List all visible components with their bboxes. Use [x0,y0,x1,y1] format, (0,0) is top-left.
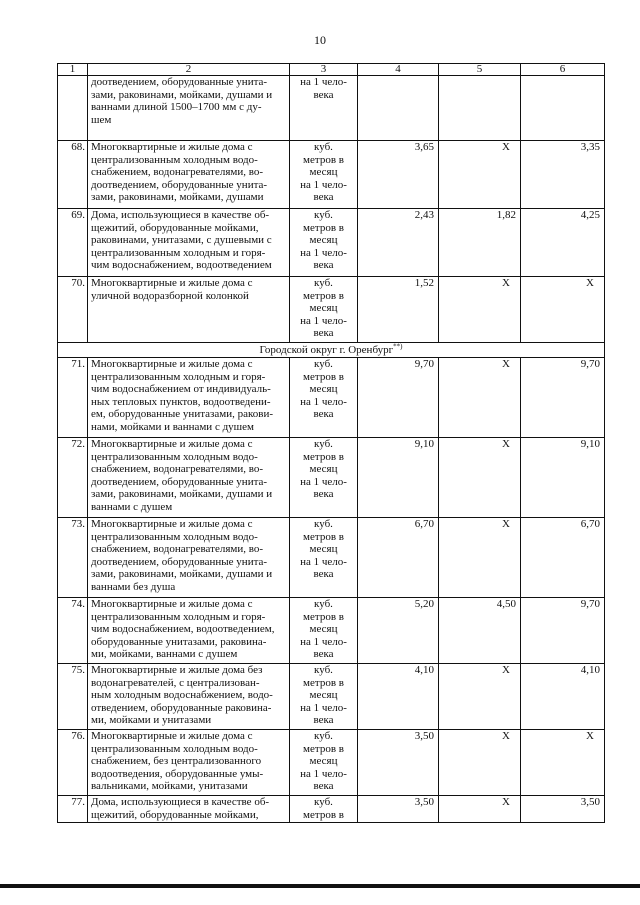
value-col4 [358,76,439,141]
table-row [58,438,605,518]
row-number [58,76,88,141]
row-unit: куб. метров в месяц на 1 чело- века [290,209,358,277]
value-col6: 4,25 [521,209,605,277]
row-description: Многоквартирные и жилые дома с централизованным холодным водо- снабжением, водонагревателями, во- доотведением, оборудованные унита- зами, раковинами, мойками, душами [88,141,290,209]
row-unit: куб. метров в месяц на 1 чело- века [290,664,358,730]
row-description: доотведением, оборудованные унита- зами, раковинами, мойками, душами и ваннами длиной 1500–1700 мм с ду- шем [88,76,290,141]
table-row [58,518,605,598]
row-description: Многоквартирные и жилые дома с централизованным холодным водо- снабжением, без централизованного водоотведения, оборудованные умы- вальниками, мойками, унитазами [88,730,290,796]
row-unit: куб. метров в месяц на 1 чело- века [290,730,358,796]
table-row [58,76,605,141]
row-number: 73. [58,518,88,598]
section-heading [58,343,605,358]
row-description: Многоквартирные и жилые дома с централизованным холодным и горя- чим водоснабжением от индивидуаль- ных тепловых пунктов, водоотведени- ем, оборудованные унитазами, ракови- нами, мойками и ваннами с душем [88,358,290,438]
row-number: 68. [58,141,88,209]
header-cell: 6 [521,64,605,76]
value-col4: 3,50 [358,730,439,796]
row-number: 72. [58,438,88,518]
row-unit: куб. метров в месяц на 1 чело- века [290,598,358,664]
row-description: Многоквартирные и жилые дома с централизованным холодным водо- снабжением, водонагревателями, во- доотведением, оборудованные унита- зами, раковинами, мойками, душами и ваннами без душа [88,518,290,598]
value-col5: X [439,664,521,730]
value-col5: 1,82 [439,209,521,277]
row-unit: куб. метров в месяц на 1 чело- века [290,358,358,438]
value-col4: 9,10 [358,438,439,518]
row-description: Многоквартирные и жилые дома с централизованным холодным и горя- чим водоснабжением, водоотведением, оборудованные унитазами, раковина- ми, мойками, ваннами с душем [88,598,290,664]
page-number: 10 [314,33,326,47]
value-col6: 6,70 [521,518,605,598]
value-col6: 9,10 [521,438,605,518]
header-cell: 1 [58,64,88,76]
footnote-marker: **) [393,342,403,351]
value-col5: X [439,358,521,438]
value-col6: X [521,277,605,343]
value-col5: X [439,730,521,796]
section-title: Городской округ г. Оренбург [259,344,394,356]
value-col6 [521,76,605,141]
table-row [58,209,605,277]
row-unit: куб. метров в месяц на 1 чело- века [290,141,358,209]
value-col6: 9,70 [521,358,605,438]
row-description: Дома, использующиеся в качестве об- щежитий, оборудованные мойками, [88,796,290,823]
header-row [58,64,605,76]
value-col5 [439,76,521,141]
value-col5: X [439,141,521,209]
row-unit: куб. метров в [290,796,358,823]
row-description: Многоквартирные и жилые дома с уличной водоразборной колонкой [88,277,290,343]
section-row [58,343,605,358]
value-col6: 9,70 [521,598,605,664]
value-col6: 4,10 [521,664,605,730]
header-cell: 4 [358,64,439,76]
row-number: 74. [58,598,88,664]
header-cell: 5 [439,64,521,76]
value-col5: X [439,277,521,343]
row-unit: куб. метров в месяц на 1 чело- века [290,438,358,518]
table-row [58,796,605,823]
value-col4: 9,70 [358,358,439,438]
table-row [58,277,605,343]
row-description: Многоквартирные и жилые дома без водонагревателей, с централизован- ным холодным водоснабжением, водо- отведением, оборудованные раковина- ми, мойками и унитазами [88,664,290,730]
value-col5: X [439,796,521,823]
row-unit: куб. метров в месяц на 1 чело- века [290,518,358,598]
table-row [58,664,605,730]
row-number: 70. [58,277,88,343]
value-col5: X [439,438,521,518]
row-description: Дома, использующиеся в качестве об- щежитий, оборудованные мойками, раковинами, унитазами, с душевыми с централизованным холодным и горя- чим водоснабжением, водоотведением [88,209,290,277]
value-col4: 1,52 [358,277,439,343]
row-unit: куб. метров в месяц на 1 чело- века [290,277,358,343]
value-col4: 4,10 [358,664,439,730]
value-col4: 3,50 [358,796,439,823]
value-col4: 3,65 [358,141,439,209]
table-row [58,730,605,796]
table-row [58,358,605,438]
value-col5: X [439,518,521,598]
row-number: 76. [58,730,88,796]
row-number: 75. [58,664,88,730]
table-row [58,141,605,209]
value-col4: 5,20 [358,598,439,664]
row-description: Многоквартирные и жилые дома с централизованным холодным водо- снабжением, водонагревателями, во- доотведением, оборудованные унита- зами, раковинами, мойками, душами и ваннами с душем [88,438,290,518]
value-col4: 6,70 [358,518,439,598]
tariff-table [57,63,605,823]
value-col6: 3,35 [521,141,605,209]
footer-rule [0,884,640,888]
row-unit: на 1 чело- века [290,76,358,141]
table-row [58,598,605,664]
row-number: 71. [58,358,88,438]
header-cell: 2 [88,64,290,76]
row-number: 69. [58,209,88,277]
value-col5: 4,50 [439,598,521,664]
header-cell: 3 [290,64,358,76]
value-col4: 2,43 [358,209,439,277]
value-col6: 3,50 [521,796,605,823]
row-number: 77. [58,796,88,823]
value-col6: X [521,730,605,796]
